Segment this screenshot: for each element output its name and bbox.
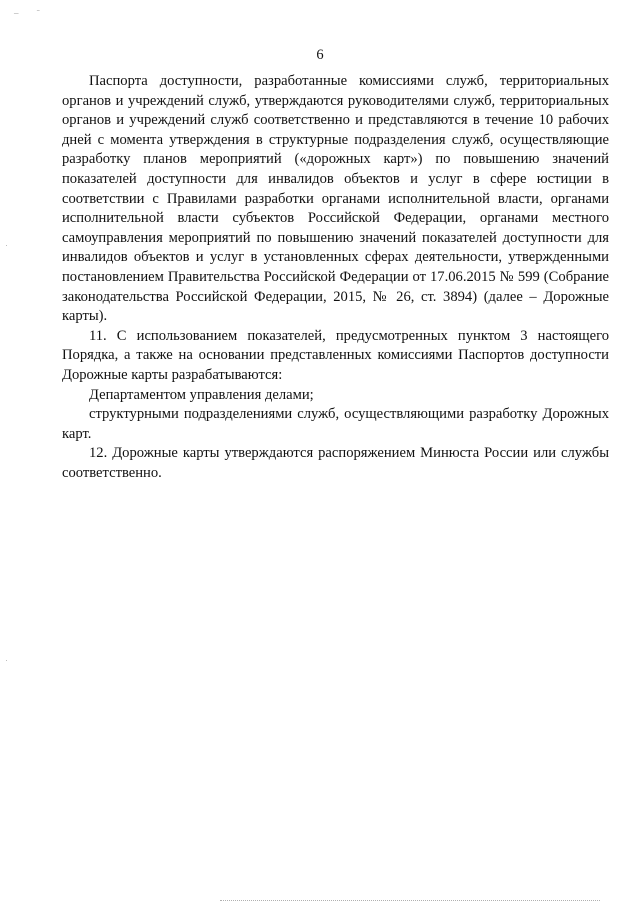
scan-artifact-marks: ‒ ˉ (14, 8, 48, 18)
scan-bottom-edge (220, 900, 600, 901)
paragraph-passports: Паспорта доступности, разработанные комиссиями служб, территориальных органов и учреждений служб, утверждаются руководителями служб, территориальных органов и учреждений служб соответственно и представляются в течение 10 рабочих дней с момента утверждения в структурные подразделения служб, осуществляющие разработку планов мероприятий («дорожных карт») по повышению значений показателей доступности для инвалидов объектов и услуг в сфере юстиции в соответствии с Правилами разработки органами исполнительной власти, органами исполнительной власти субъектов Российской Федерации, органами местного самоуправления мероприятий по повышению значений показателей доступности для инвалидов объектов и услуг в установленных сферах деятельности, утвержденными постановлением Правительства Российской Федерации от 17.06.2015 № 599 (Собрание законодательства Российской Федерации, 2015, № 26, ст. 3894) (далее – Дорожные карты). (62, 73, 609, 325)
scan-speck (6, 245, 7, 246)
document-body (62, 72, 609, 483)
paragraph-item-12: 12. Дорожные карты утверждаются распоряжением Минюста России или службы соответственно. (62, 445, 609, 481)
paragraph-item-11: 11. С использованием показателей, предусмотренных пунктом 3 настоящего Порядка, а также на основании представленных комиссиями Паспортов доступности Дорожные карты разрабатываются: (62, 327, 609, 383)
scan-speck (6, 660, 7, 661)
page-number: 6 (316, 47, 324, 63)
paragraph-structural-units: структурными подразделениями служб, осуществляющими разработку Дорожных карт. (62, 406, 609, 442)
paragraph-department: Департаментом управления делами; (89, 386, 314, 403)
